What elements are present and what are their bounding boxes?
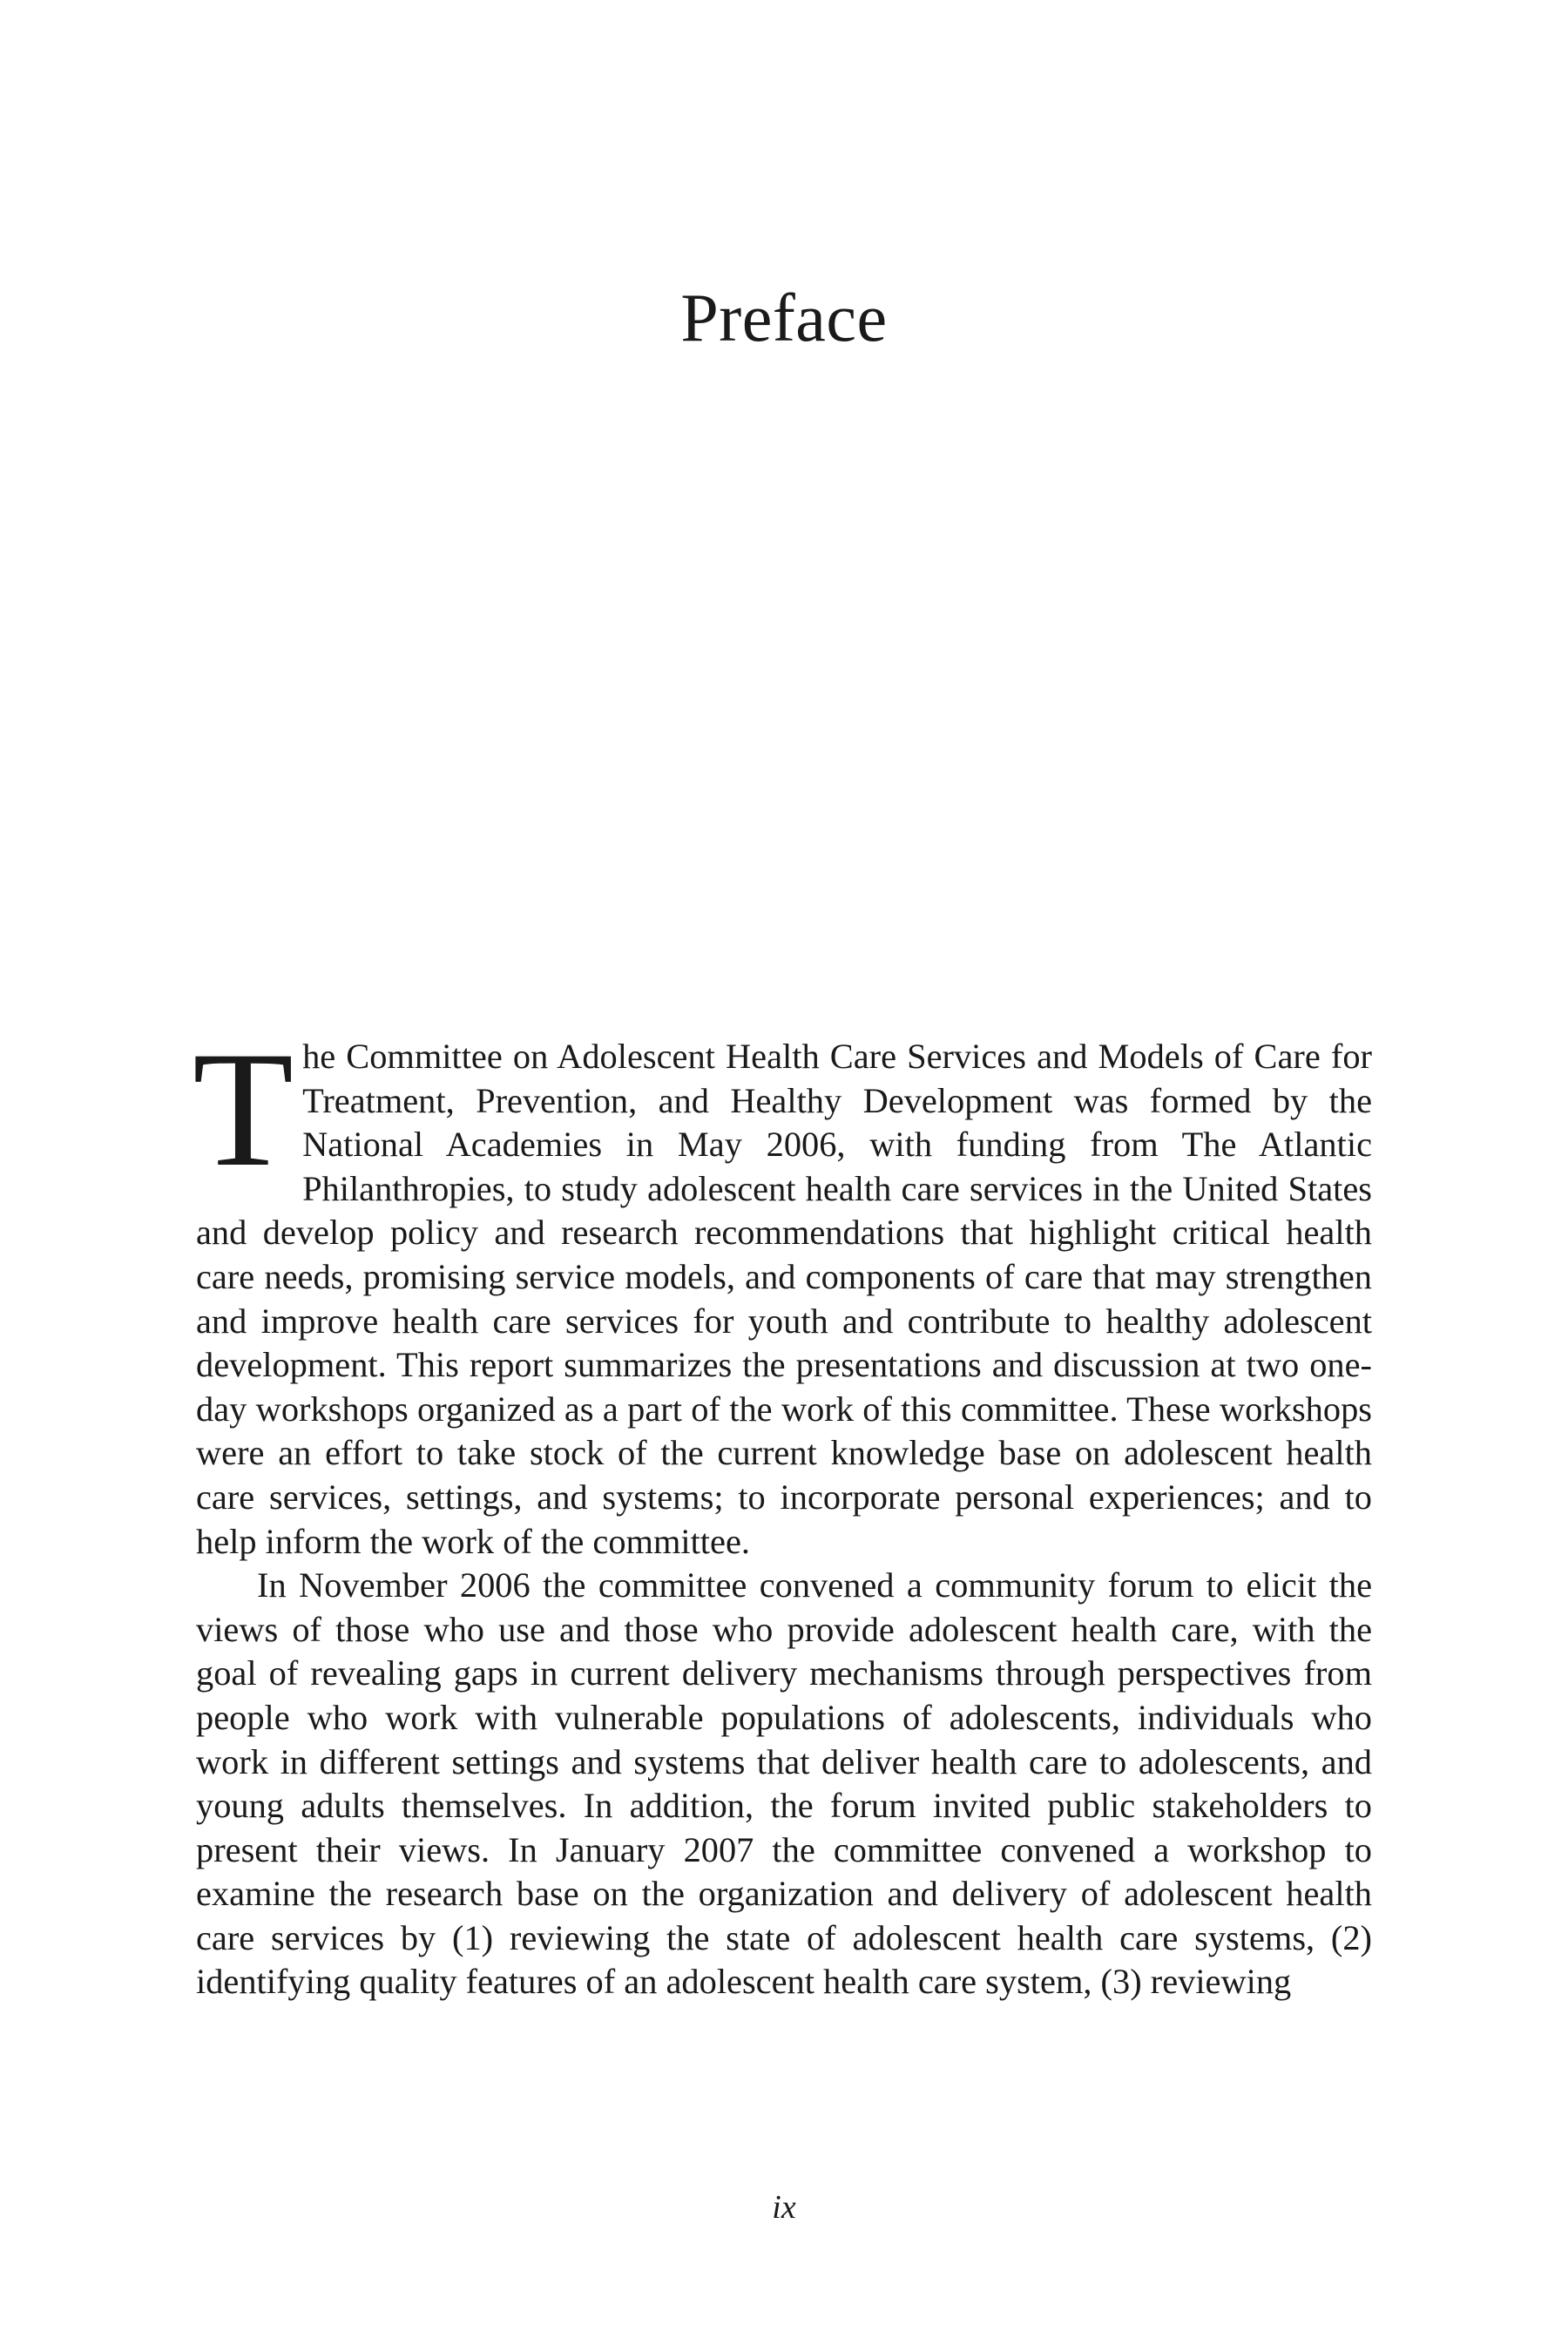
page-number: ix <box>772 2189 796 2226</box>
paragraph: In November 2006 the committee convened a community forum to elicit the views of those who use and those who provide adolescent health care, with the goal of revealing gaps in current delivery mechanisms through perspectives from people who work with vulnerable populations of adolescents, individuals who work in different settings and systems that deliver health care to adolescents, and young adults themselves. In addition, the forum invited public stakeholders to present their views. In January 2007 the committee convened a workshop to examine the research base on the organization and delivery of adolescent health care services by (1) reviewing the state of adolescent health care systems, (2) identifying quality features of an adolescent health care system, (3) reviewing <box>196 1565 1372 2002</box>
page-title: Preface <box>680 280 888 355</box>
body-text <box>193 1018 1372 2004</box>
paragraph <box>193 1018 1372 1564</box>
paragraph-text: he Committee on Adolescent Health Care Services and Models of Care for Treatment, Prevention, and Healthy Development was formed by the National Academies in May 2006, with funding from The Atlantic Philanthropies, to study adolescent health care services in the United States and develop policy and research recommendations that highlight critical health care needs, promising service models, and components of care that may strengthen and improve health care services for youth and contribute to healthy adolescent development. This report summarizes the presentations and discussion at two one-day workshops organized as a part of the work of this committee. These workshops were an effort to take stock of the current knowledge base on adolescent health care services, settings, and systems; to incorporate personal experiences; and to help inform the work of the committee. <box>196 1037 1372 1561</box>
drop-cap: T <box>193 1018 294 1201</box>
